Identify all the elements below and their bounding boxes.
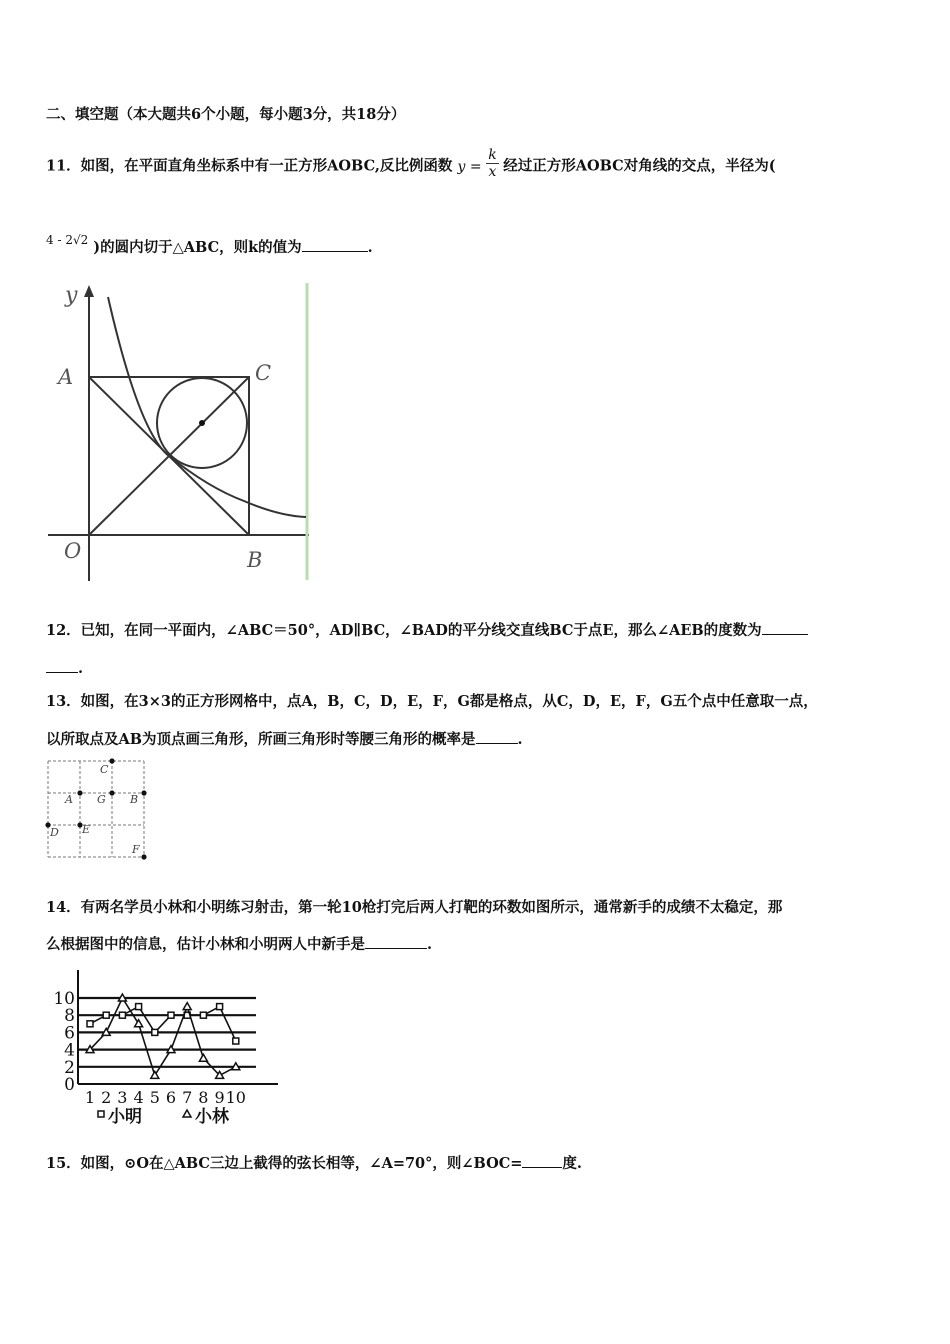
q12-line-2 — [46, 658, 83, 677]
q11-line-1 — [46, 147, 776, 183]
label-y: y — [65, 283, 78, 308]
q13-end: . — [517, 731, 523, 748]
point-f — [141, 854, 146, 859]
q11-formula-numerator: k — [488, 147, 497, 163]
q13-line-1: 13．如图，在3×3的正方形网格中，点A，B，C，D，E，F，G都是格点，从C，D，E，F，G五个点中任意取一点， — [46, 693, 818, 710]
point-b — [141, 790, 146, 795]
point-a — [77, 790, 82, 795]
y-tick-label: 4 — [64, 1040, 75, 1061]
q15-end: 度. — [562, 1155, 582, 1172]
label-a: A — [65, 793, 73, 806]
y-tick-label: 2 — [64, 1057, 75, 1078]
q14-end: . — [427, 936, 433, 953]
marker-square — [200, 1012, 206, 1018]
q12-end: . — [78, 660, 84, 677]
marker-triangle — [167, 1046, 175, 1053]
marker-triangle — [232, 1063, 240, 1070]
q13-grid-figure — [46, 759, 146, 859]
marker-triangle — [183, 1003, 191, 1010]
q11-line-2 — [46, 233, 373, 257]
q14-line-2 — [46, 933, 432, 954]
marker-square — [136, 1004, 142, 1010]
marker-triangle — [151, 1071, 159, 1078]
x-tick-label: 4 — [133, 1088, 144, 1107]
series-line-1 — [90, 1007, 236, 1041]
marker-triangle — [199, 1054, 207, 1061]
marker-square — [103, 1012, 109, 1018]
q12-line-1 — [46, 619, 808, 640]
q11-end: . — [367, 239, 373, 256]
grid-lines — [48, 761, 144, 857]
q12-answer-blank-b[interactable] — [46, 658, 78, 673]
marker-triangle — [102, 1028, 110, 1035]
q13-answer-blank[interactable] — [476, 729, 518, 744]
q14-line-1: 14．有两名学员小林和小明练习射击，第一轮10枪打完后两人打靶的环数如图所示，通常新手的成绩不太稳定，那 — [46, 899, 783, 916]
q11-text-b: 经过正方形AOBC对角线的交点，半径为( — [503, 157, 776, 175]
x-tick-label: 5 — [149, 1088, 160, 1107]
y-axis-arrow — [84, 285, 94, 297]
label-b: B — [247, 548, 263, 572]
label-b: B — [130, 793, 139, 806]
circle-center — [199, 420, 205, 426]
q14-answer-blank[interactable] — [365, 934, 427, 949]
section-header: 二、填空题（本大题共6个小题，每小题3分，共18分） — [46, 106, 406, 123]
q14-chart — [46, 967, 286, 1132]
point-g — [109, 790, 114, 795]
q11-formula-denominator: x — [488, 164, 497, 180]
x-tick-label: 6 — [165, 1088, 177, 1107]
q11-answer-blank[interactable] — [302, 237, 368, 252]
x-tick-label: 2 — [101, 1088, 112, 1107]
q12-answer-blank-a[interactable] — [762, 620, 808, 635]
q14-text-b: 么根据图中的信息，估计小林和小明两人中新手是 — [46, 936, 365, 953]
marker-square — [217, 1004, 223, 1010]
label-e: E — [82, 823, 91, 836]
x-tick-label: 7 — [182, 1088, 193, 1107]
point-c — [109, 758, 114, 763]
legend-label-1: 小明 — [108, 1107, 142, 1127]
q11-figure — [44, 283, 314, 583]
y-tick-label: 8 — [64, 1006, 75, 1027]
label-a: A — [58, 365, 74, 389]
legend-triangle-marker — [183, 1110, 191, 1117]
label-d: D — [50, 826, 59, 839]
x-tick-label: 10 — [225, 1088, 246, 1107]
q11-formula-fraction — [486, 147, 498, 180]
label-g: G — [97, 793, 106, 806]
y-tick-label: 10 — [53, 989, 75, 1009]
q11-formula — [457, 147, 503, 180]
marker-square — [233, 1038, 239, 1044]
label-c: C — [100, 763, 109, 776]
marker-square — [168, 1012, 174, 1018]
marker-triangle — [135, 1020, 143, 1027]
x-tick-label: 3 — [117, 1088, 128, 1107]
x-tick-label: 8 — [198, 1088, 209, 1107]
q13-text-b: 以所取点及AB为顶点画三角形，所画三角形时等腰三角形的概率是 — [46, 731, 476, 748]
y-tick-label: 6 — [64, 1023, 75, 1044]
x-tick-label: 9 — [214, 1088, 225, 1107]
q15-answer-blank[interactable] — [522, 1153, 562, 1168]
legend-label-2: 小林 — [195, 1107, 229, 1127]
marker-square — [87, 1021, 93, 1027]
legend-square-marker — [98, 1111, 104, 1117]
hyperbola-curve — [108, 297, 306, 517]
y-tick-label: 0 — [64, 1075, 75, 1095]
q15-text: 15．如图，⊙O在△ABC三边上截得的弦长相等，∠A=70°，则∠BOC= — [46, 1155, 523, 1172]
label-c: C — [255, 361, 272, 385]
marker-square — [119, 1012, 125, 1018]
q11-text-a: 11．如图，在平面直角坐标系中有一正方形AOBC,反比例函数 — [46, 157, 453, 175]
q15-line — [46, 1152, 582, 1173]
q11-text-c: )的圆内切于△ABC，则k的值为 — [93, 239, 302, 256]
x-tick-label: 1 — [84, 1088, 96, 1107]
q11-radius: 4 - 2√2 — [46, 233, 89, 247]
label-f: F — [132, 843, 140, 856]
marker-triangle — [118, 994, 126, 1001]
q12-text: 12．已知，在同一平面内，∠ABC＝50°，AD∥BC，∠BAD的平分线交直线BC于点E，那么∠AEB的度数为 — [46, 622, 762, 639]
q11-formula-y: y = — [457, 158, 482, 175]
label-o: O — [64, 539, 82, 563]
marker-square — [152, 1029, 158, 1035]
q13-line-2 — [46, 728, 523, 749]
